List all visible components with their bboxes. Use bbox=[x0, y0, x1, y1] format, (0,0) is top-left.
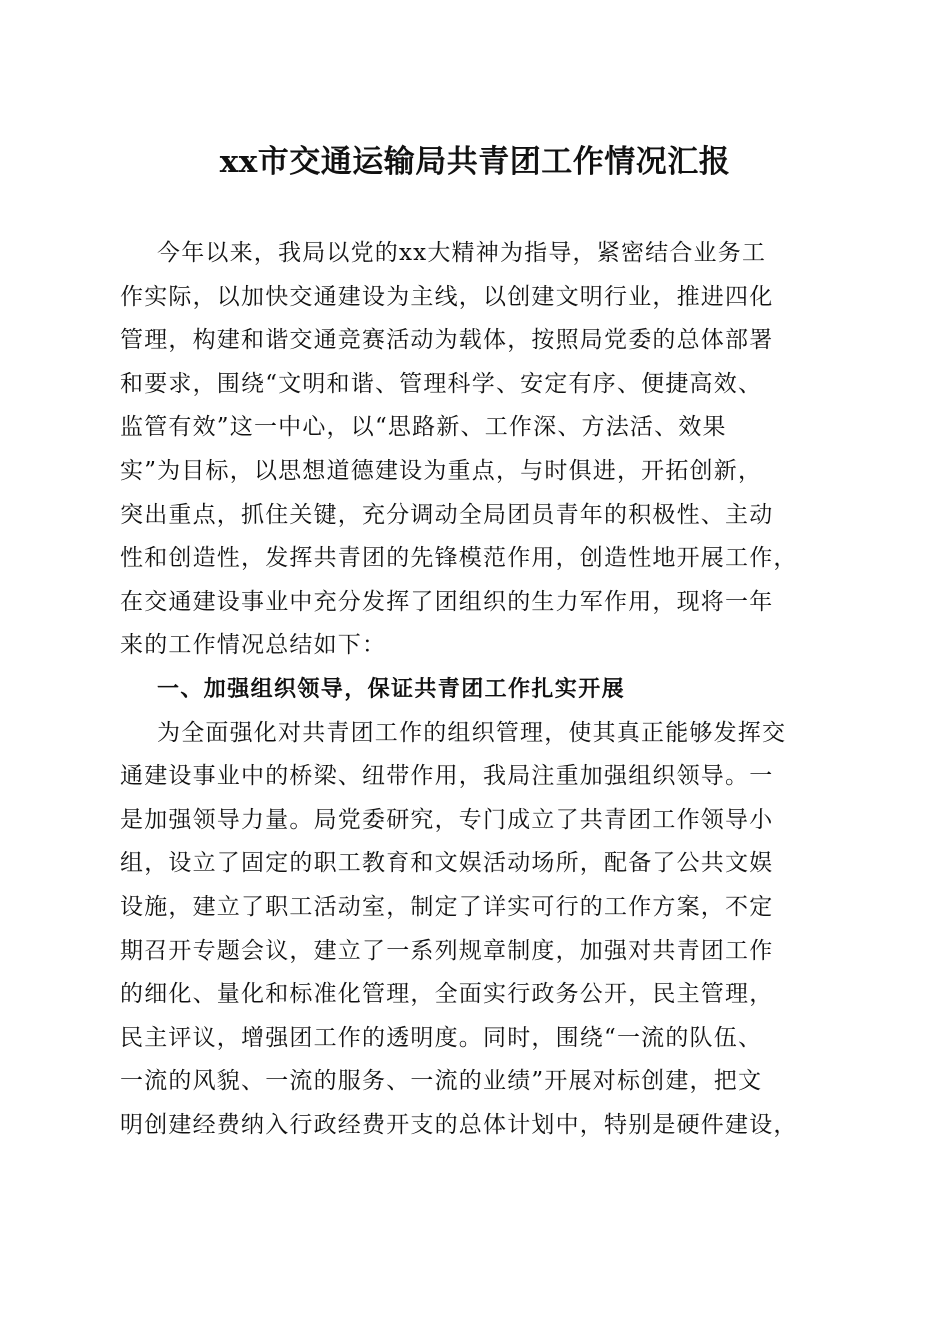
paragraph-line: 作实际，以加快交通建设为主线，以创建文明行业，推进四化 bbox=[120, 283, 774, 310]
paragraph-line: 组，设立了固定的职工教育和文娱活动场所，配备了公共文娱 bbox=[120, 850, 774, 877]
paragraph-line: 一流的风貌、一流的服务、一流的业绩”开展对标创建，把文 bbox=[120, 1068, 763, 1095]
paragraph-line: 今年以来，我局以党的xx大精神为指导，紧密结合业务工 bbox=[157, 240, 767, 266]
paragraph-line: 在交通建设事业中充分发挥了团组织的生力军作用，现将一年 bbox=[120, 588, 774, 615]
paragraph-line: 设施，建立了职工活动室，制定了详实可行的工作方案，不定 bbox=[120, 893, 774, 920]
paragraph-line: 监管有效”这一中心，以“思路新、工作深、方法活、效果 bbox=[120, 414, 727, 441]
paragraph-line: 是加强领导力量。局党委研究，专门成立了共青团工作领导小 bbox=[120, 806, 774, 833]
paragraph-line: 性和创造性，发挥共青团的先锋模范作用，创造性地开展工作， bbox=[120, 545, 798, 572]
paragraph-line: 期召开专题会议，建立了一系列规章制度，加强对共青团工作 bbox=[120, 937, 774, 964]
document-title: xx市交通运输局共青团工作情况汇报 bbox=[219, 144, 731, 180]
paragraph-line: 的细化、量化和标准化管理，全面实行政务公开，民主管理， bbox=[120, 981, 774, 1008]
paragraph-line: 突出重点，抓住关键，充分调动全局团员青年的积极性、主动 bbox=[120, 501, 774, 528]
paragraph-line: 明创建经费纳入行政经费开支的总体计划中，特别是硬件建设， bbox=[120, 1111, 798, 1138]
paragraph-line: 实”为目标，以思想道德建设为重点，与时俱进，开拓创新， bbox=[120, 457, 763, 484]
paragraph-line: 通建设事业中的桥梁、纽带作用，我局注重加强组织领导。一 bbox=[120, 763, 774, 790]
paragraph-line: 和要求，围绕“文明和谐、管理科学、安定有序、便捷高效、 bbox=[120, 370, 763, 397]
section-heading: 一、加强组织领导，保证共青团工作扎实开展 bbox=[157, 676, 626, 702]
document-body bbox=[120, 232, 838, 1147]
paragraph-line: 民主评议，增强团工作的透明度。同时，围绕“一流的队伍、 bbox=[120, 1024, 763, 1051]
paragraph-line: 管理，构建和谐交通竞赛活动为载体，按照局党委的总体部署 bbox=[120, 327, 774, 354]
paragraph-line: 来的工作情况总结如下： bbox=[120, 632, 387, 659]
paragraph-line: 为全面强化对共青团工作的组织管理，使其真正能够发挥交 bbox=[157, 719, 787, 746]
